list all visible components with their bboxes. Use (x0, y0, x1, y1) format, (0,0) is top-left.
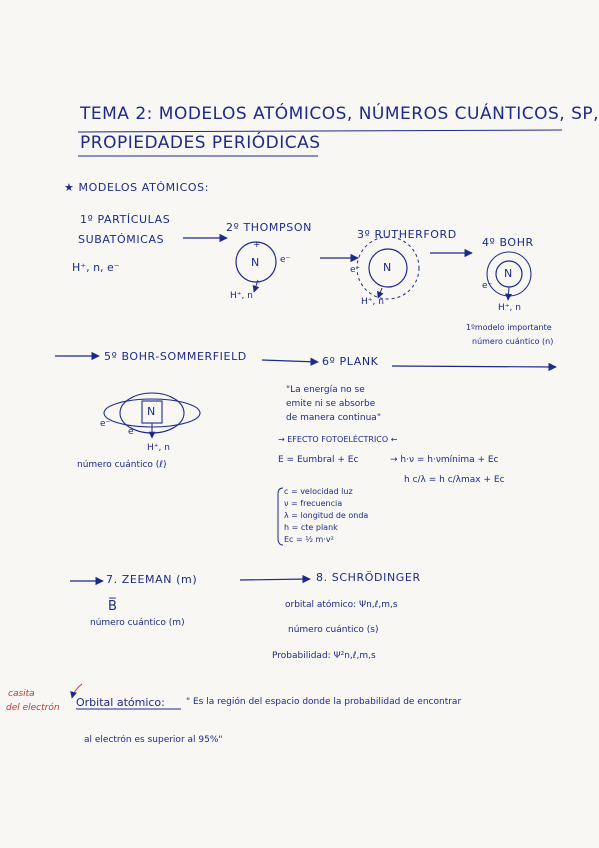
rutherford-label: H⁺, n (361, 297, 384, 307)
arrow-7-to-8 (240, 579, 310, 580)
bohr-nucleus: N (504, 267, 513, 280)
definition-nu: ν = frecuencia (284, 499, 343, 508)
definition-h: h = cte plank (284, 523, 338, 532)
zeeman-note: número cuántico (m) (90, 618, 185, 628)
thompson-label: H⁺, n (230, 291, 253, 301)
bohr-note-line2: número cuántico (n) (472, 337, 554, 346)
plank-equation-2: → h·ν = h·νmínima + Ec (390, 455, 499, 465)
bohr-electron: e⁻ (482, 281, 493, 291)
rutherford-nucleus: N (383, 261, 392, 274)
orbital-definition-line1: " Es la región del espacio donde la probabilidad de encontrar (186, 697, 462, 707)
sommerfield-nucleus: N (147, 405, 156, 418)
page-subtitle: PROPIEDADES PERIÓDICAS (80, 133, 321, 153)
model-2-title: 2º THOMPSON (226, 221, 312, 234)
plank-quote-line2: emite ni se absorbe (286, 399, 376, 409)
plank-quote-line3: de manera continua" (286, 413, 381, 423)
model-3-title: 3º RUTHERFORD (357, 228, 457, 241)
orbital-term: Orbital atómico: (76, 696, 165, 709)
plank-equation-1: E = Eumbral + Ec (278, 455, 359, 465)
bohr-label: H⁺, n (498, 303, 521, 313)
bohr-note-line1: 1ºmodelo importante (466, 323, 552, 332)
definition-c: c = velocidad luz (284, 487, 353, 496)
title-underline-1 (78, 130, 562, 132)
rutherford-electron: e⁻ (350, 265, 361, 275)
sommerfield-label: H⁺, n (147, 443, 170, 453)
section-heading: ★ MODELOS ATÓMICOS: (64, 181, 210, 194)
plank-equation-3: h c/λ = h c/λmax + Ec (404, 475, 505, 485)
sommerfield-electron-1: e⁻ (100, 419, 111, 429)
arrow-5-to-6 (262, 360, 318, 362)
thompson-plus: + (253, 240, 261, 250)
model-6-title: 6º PLANK (322, 355, 379, 368)
sommerfield-note: número cuántico (ℓ) (77, 460, 167, 470)
photoelectric-effect: → EFECTO FOTOELÉCTRICO ← (278, 435, 398, 444)
margin-note-line1: casita (8, 689, 35, 699)
model-1-title-line1: 1º PARTÍCULAS (80, 213, 171, 226)
schrodinger-quantum-number: número cuántico (s) (288, 625, 379, 635)
model-4-title: 4º BOHR (482, 236, 534, 249)
definition-ec: Ec = ½ m·v² (284, 535, 334, 544)
schrodinger-orbital: orbital atómico: Ψn,ℓ,m,s (285, 600, 398, 610)
magnetic-field-symbol: B̅ (108, 599, 117, 614)
definitions-bracket (278, 488, 283, 545)
plank-quote-line1: "La energía no se (286, 385, 365, 395)
model-1-title-line2: SUBATÓMICAS (78, 233, 165, 246)
thompson-electron: e⁻ (280, 255, 291, 265)
model-1-particles: H⁺, n, e⁻ (72, 261, 120, 274)
model-8-title: 8. SCHRÖDINGER (316, 571, 421, 584)
page-title: TEMA 2: MODELOS ATÓMICOS, NÚMEROS CUÁNTICOS, SP, (80, 104, 599, 124)
margin-note-line2: del electrón (6, 703, 60, 713)
sommerfield-electron-2: e (128, 427, 134, 437)
orbital-definition-line2: al electrón es superior al 95%" (84, 735, 223, 745)
arrow-6-onward (392, 366, 556, 367)
definition-lambda: λ = longitud de onda (284, 511, 369, 520)
thompson-nucleus: N (251, 256, 260, 269)
model-7-title: 7. ZEEMAN (m) (106, 573, 198, 586)
model-5-title: 5º BOHR-SOMMERFIELD (104, 350, 247, 363)
schrodinger-probability: Probabilidad: Ψ²n,ℓ,m,s (272, 651, 376, 661)
